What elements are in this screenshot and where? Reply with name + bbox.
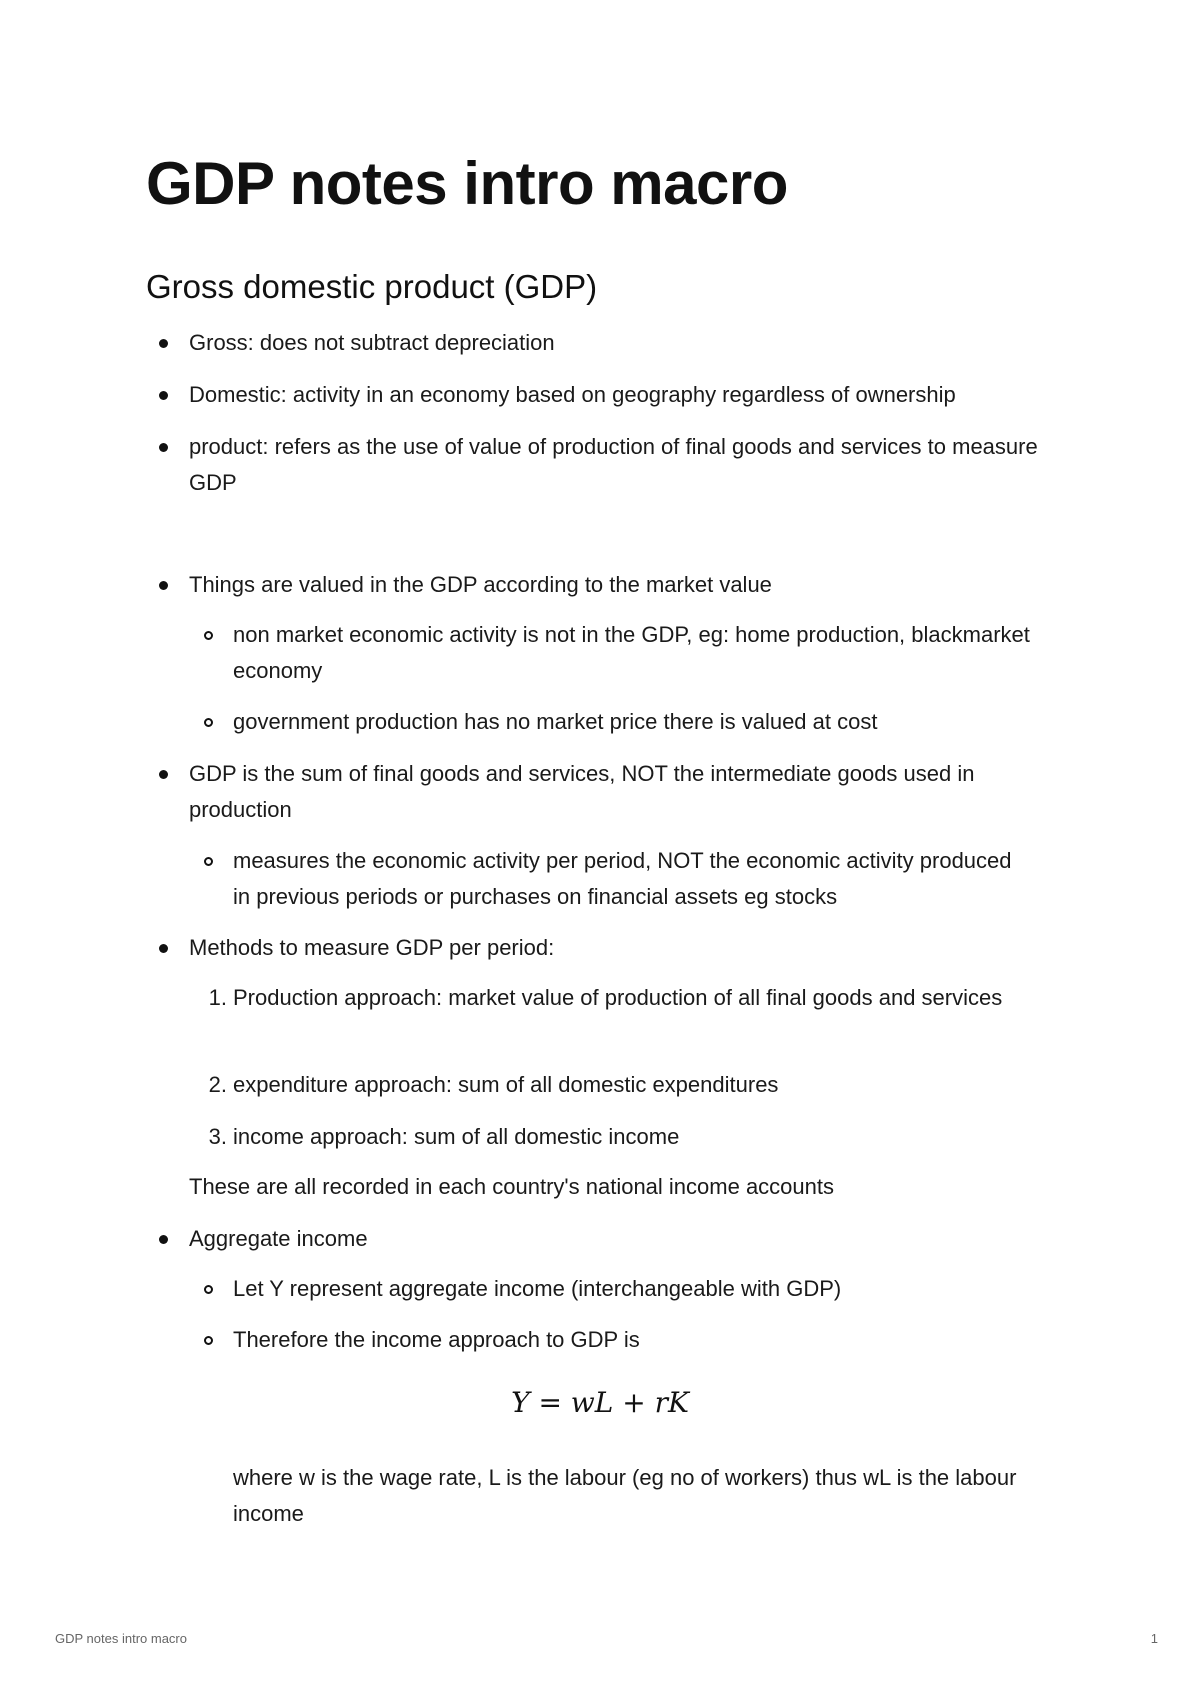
list-item: product: refers as the use of value of production of final goods and services to measure GDP <box>189 429 1069 501</box>
list-item: Gross: does not subtract depreciation <box>189 325 1069 361</box>
list-item: measures the economic activity per period, NOT the economic activity produced in previous periods or purchases on financial assets eg stocks <box>233 843 1033 915</box>
paragraph: These are all recorded in each country's national income accounts <box>189 1174 835 1199</box>
bullet-icon <box>145 377 189 413</box>
page-number: 1 <box>1150 1631 1158 1646</box>
numbered-item: 2. expenditure approach: sum of all domestic expenditures <box>233 1067 1033 1103</box>
list-number: 2. <box>208 1072 227 1097</box>
list-item: Therefore the income approach to GDP is <box>233 1322 1033 1358</box>
bullet-icon <box>145 756 189 792</box>
list-item: Methods to measure GDP per period: <box>189 930 1069 966</box>
numbered-item: 1. Production approach: market value of production of all final goods and services <box>233 980 1033 1016</box>
list-item: GDP is the sum of final goods and services, NOT the intermediate goods used in production <box>189 756 1069 828</box>
list-item: government production has no market price there is valued at cost <box>233 704 1033 740</box>
bullet-icon <box>145 930 189 966</box>
page-title: GDP notes intro macro <box>146 150 788 217</box>
section-heading: Gross domestic product (GDP) <box>146 268 598 305</box>
hollow-bullet-icon <box>189 704 233 740</box>
hollow-bullet-icon <box>189 1271 233 1307</box>
bullet-icon <box>145 325 189 361</box>
list-item: Let Y represent aggregate income (interchangeable with GDP) <box>233 1271 1033 1307</box>
list-number: 1. <box>208 985 227 1010</box>
formula: Y = wL + rK <box>511 1386 689 1419</box>
paragraph: where w is the wage rate, L is the labour (eg no of workers) thus wL is the labour income <box>233 1465 1017 1526</box>
footer-title: GDP notes intro macro <box>55 1631 187 1646</box>
numbered-item: 3. income approach: sum of all domestic income <box>233 1119 1033 1155</box>
list-item: Things are valued in the GDP according to the market value <box>189 567 1069 603</box>
bullet-icon <box>145 429 189 465</box>
list-item: Aggregate income <box>189 1221 1069 1257</box>
list-item: non market economic activity is not in the GDP, eg: home production, blackmarket economy <box>233 617 1033 689</box>
list-number: 3. <box>208 1124 227 1149</box>
hollow-bullet-icon <box>189 843 233 879</box>
bullet-icon <box>145 1221 189 1257</box>
list-item: Domestic: activity in an economy based on geography regardless of ownership <box>189 377 1069 413</box>
bullet-icon <box>145 567 189 603</box>
hollow-bullet-icon <box>189 1322 233 1358</box>
hollow-bullet-icon <box>189 617 233 653</box>
